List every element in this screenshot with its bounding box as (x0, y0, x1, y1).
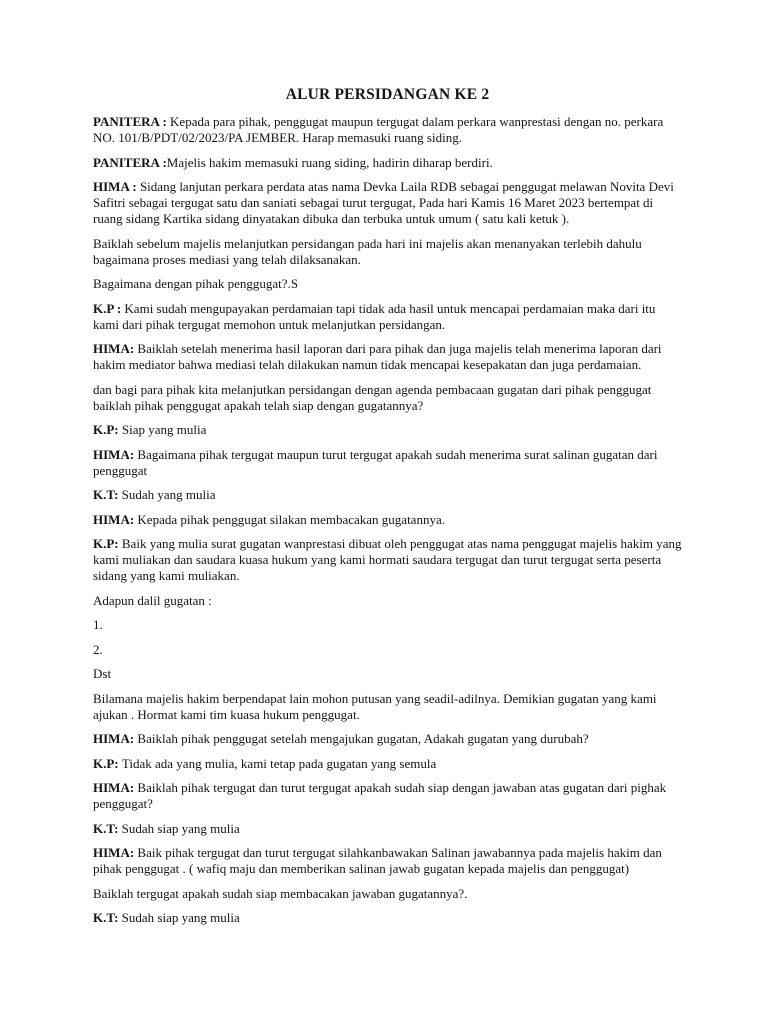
paragraph (93, 886, 682, 902)
speaker-label: K.P : (93, 300, 125, 316)
paragraph (93, 179, 682, 227)
paragraph (93, 114, 682, 146)
paragraph-text: Kepada pihak penggugat silakan membacakan gugatannya. (137, 511, 445, 527)
paragraph-text: Bagaimana dengan pihak penggugat?.S (93, 276, 299, 291)
paragraph-text: dan bagi para pihak kita melanjutkan persidangan dengan agenda pembacaan gugatan dari pihak penggugat baiklah pihak penggugat apakah telah siap dengan gugatannya? (93, 381, 652, 413)
speaker-label: PANITERA : (93, 154, 167, 170)
document-title: ALUR PERSIDANGAN KE 2 (285, 86, 490, 103)
paragraph (93, 617, 682, 633)
paragraph (93, 731, 682, 747)
paragraph-text: Dst (93, 666, 112, 681)
paragraph (93, 666, 682, 682)
speaker-label: HIMA: (93, 511, 138, 527)
paragraph-text: Bilamana majelis hakim berpendapat lain mohon putusan yang seadil-adilnya. Demikian gugatan yang kami ajukan . Hormat kami tim kuasa hukum penggugat. (93, 690, 657, 722)
paragraph-text: Kami sudah mengupayakan perdamaian tapi tidak ada hasil untuk mencapai perdamaian maka dari itu kami dari pihak tergugat memohon untuk melanjutkan persidangan. (93, 300, 656, 332)
paragraph-text: Adapun dalil gugatan : (93, 592, 212, 608)
paragraph (93, 821, 682, 837)
paragraph (93, 236, 682, 268)
speaker-label: HIMA: (93, 731, 138, 746)
paragraph-text: Sudah siap yang mulia (121, 820, 240, 836)
paragraph (93, 422, 682, 438)
paragraph (93, 691, 682, 723)
paragraph-text: Baiklah pihak tergugat dan turut tergugat apakah sudah siap dengan jawaban atas gugatan dari pighak penggugat? (93, 780, 667, 811)
paragraph (93, 536, 682, 584)
speaker-label: HIMA: (93, 845, 138, 860)
paragraph-text: Bagaimana pihak tergugat maupun turut tergugat apakah sudah menerima surat salinan gugatan dari penggugat (93, 446, 658, 478)
paragraph-text: 2. (93, 641, 103, 657)
paragraph (93, 845, 682, 877)
paragraph-text: Tidak ada yang mulia, kami tetap pada gugatan yang semula (121, 755, 437, 771)
paragraph (93, 780, 682, 812)
paragraph (93, 382, 682, 414)
paragraph-text: Siap yang mulia (121, 422, 207, 437)
paragraph-text: Majelis hakim memasuki ruang siding, hadirin diharap berdiri. (166, 154, 493, 170)
paragraph (93, 512, 682, 528)
paragraph-text: Baiklah sebelum majelis melanjutkan persidangan pada hari ini majelis akan menanyakan terlebih dahulu bagaimana proses mediasi yang telah dilaksanakan. (93, 235, 642, 267)
paragraph (93, 910, 682, 926)
speaker-label: K.T: (93, 820, 122, 836)
paragraph-text: Kepada para pihak, penggugat maupun tergugat dalam perkara wanprestasi dengan no. perkara NO. 101/B/PDT/02/2023/PA JEMBER. Harap memasuki ruang siding. (93, 114, 664, 145)
speaker-label: HIMA: (93, 780, 138, 795)
paragraph-text: 1. (93, 617, 103, 632)
paragraph (93, 642, 682, 658)
paragraph (93, 276, 682, 292)
speaker-label: K.P: (93, 755, 122, 771)
paragraph (93, 301, 682, 333)
speaker-label: K.T: (93, 910, 122, 925)
paragraph-text: Baiklah pihak penggugat setelah mengajukan gugatan, Adakah gugatan yang durubah? (137, 731, 589, 746)
paragraph-text: Baik pihak tergugat dan turut tergugat silahkanbawakan Salinan jawabannya pada majelis hakim dan pihak penggugat . ( wafiq maju dan memberikan salinan jawab gugatan kepada majelis dan penggugat) (93, 845, 662, 876)
paragraph (93, 487, 682, 503)
speaker-label: HIMA: (93, 341, 138, 356)
paragraph-text: Sudah siap yang mulia (121, 910, 240, 925)
speaker-label: HIMA : (93, 179, 140, 194)
speaker-label: K.P: (93, 536, 122, 551)
paragraph-text: Baik yang mulia surat gugatan wanprestasi dibuat oleh penggugat atas nama penggugat majelis hakim yang kami muliakan dan saudara kuasa hukum yang kami hormati saudara tergugat dan turut tergugat serta peserta sidang yang kami muliakan. (93, 536, 682, 583)
paragraph (93, 756, 682, 772)
speaker-label: HIMA: (93, 446, 138, 462)
paragraph (93, 341, 682, 373)
paragraph-text: Sudah yang mulia (121, 487, 216, 502)
speaker-label: K.P: (93, 422, 122, 437)
paragraph-text: Baiklah setelah menerima hasil laporan dari para pihak dan juga majelis telah menerima laporan dari hakim mediator bahwa mediasi telah dilakukan namun tidak mencapai kesepakatan dan juga perdamaian. (93, 341, 662, 372)
paragraph (93, 155, 682, 171)
paragraph (93, 447, 682, 479)
paragraph (93, 593, 682, 609)
paragraph-text: Sidang lanjutan perkara perdata atas nama Devka Laila RDB sebagai penggugat melawan Novita Devi Safitri sebagai tergugat satu dan saniati sebagai turut tergugat, Pada hari Kamis 16 Maret 2023 bertempat di ruang sidang Kartika sidang dinyatakan dibuka dan terbuka untuk umum ( satu kali ketuk ). (93, 179, 674, 226)
paragraph-text: Baiklah tergugat apakah sudah siap membacakan jawaban gugatannya?. (93, 885, 468, 901)
speaker-label: K.T: (93, 487, 122, 502)
speaker-label: PANITERA : (93, 114, 171, 129)
